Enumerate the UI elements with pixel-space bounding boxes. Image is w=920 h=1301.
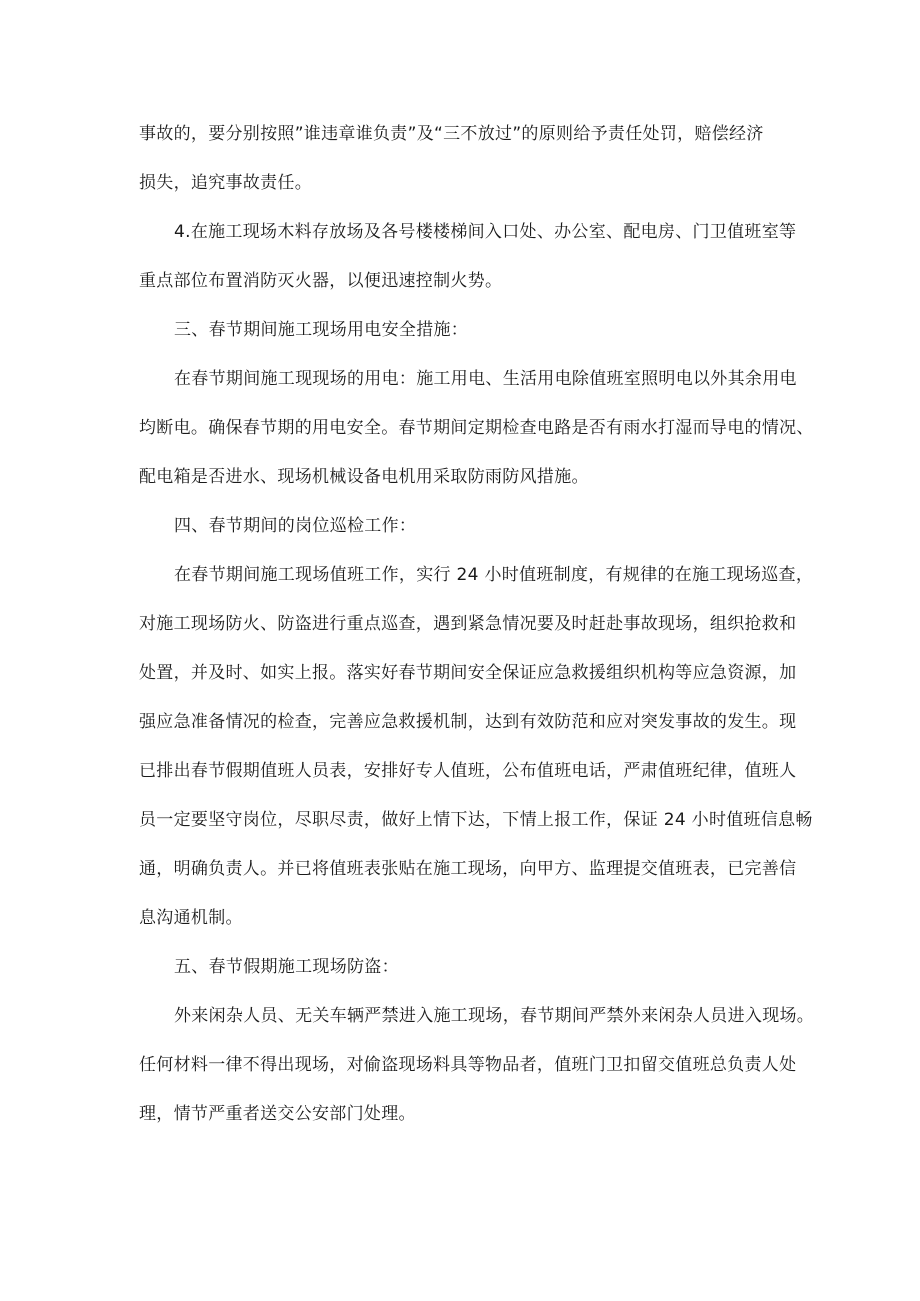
paragraph-line: 已排出春节假期值班人员表，安排好专人值班，公布值班电话，严肃值班纪律，值班人 bbox=[139, 761, 797, 781]
paragraph-line: 通，明确负责人。并已将值班表张贴在施工现场，向甲方、监理提交值班表，已完善信 bbox=[139, 859, 797, 879]
section-heading: 三、春节期间施工现场用电安全措施： bbox=[174, 320, 469, 340]
paragraph-line: 4.在施工现场木料存放场及各号楼楼梯间入口处、办公室、配电房、门卫值班室等 bbox=[174, 222, 797, 242]
paragraph-line: 理，情节严重者送交公安部门处理。 bbox=[139, 1104, 416, 1124]
paragraph-line: 重点部位布置消防灭火器，以便迅速控制火势。 bbox=[139, 271, 503, 291]
paragraph-line: 损失，追究事故责任。 bbox=[139, 173, 312, 193]
paragraph-line: 对施工现场防火、防盗进行重点巡查，遇到紧急情况要及时赶赴事故现场，组织抢救和 bbox=[139, 614, 797, 634]
paragraph-line: 强应急准备情况的检查，完善应急救援机制，达到有效防范和应对突发事故的发生。现 bbox=[139, 712, 797, 732]
paragraph-line: 处置，并及时、如实上报。落实好春节期间安全保证应急救援组织机构等应急资源，加 bbox=[139, 663, 797, 683]
paragraph-line: 配电箱是否进水、现场机械设备电机用采取防雨防风措施。 bbox=[139, 467, 589, 487]
paragraph-line: 在春节期间施工现场值班工作，实行 24 小时值班制度，有规律的在施工现场巡查， bbox=[174, 565, 814, 585]
paragraph-line: 均断电。确保春节期的用电安全。春节期间定期检查电路是否有雨水打湿而导电的情况、 bbox=[139, 418, 814, 438]
paragraph-line: 息沟通机制。 bbox=[139, 908, 243, 928]
paragraph-line: 员一定要坚守岗位，尽职尽责，做好上情下达，下情上报工作，保证 24 小时值班信息畅 bbox=[139, 810, 813, 830]
section-heading: 五、春节假期施工现场防盗： bbox=[174, 957, 399, 977]
paragraph-line: 任何材料一律不得出现场，对偷盗现场料具等物品者，值班门卫扣留交值班总负责人处 bbox=[139, 1055, 797, 1075]
paragraph-line: 外来闲杂人员、无关车辆严禁进入施工现场，春节期间严禁外来闲杂人员进入现场。 bbox=[174, 1006, 815, 1026]
paragraph-line: 在春节期间施工现现场的用电：施工用电、生活用电除值班室照明电以外其余用电 bbox=[174, 369, 797, 389]
section-heading: 四、春节期间的岗位巡检工作： bbox=[174, 516, 417, 536]
paragraph-line: 事故的，要分别按照”谁违章谁负责”及“三不放过”的原则给予责任处罚，赔偿经济 bbox=[139, 124, 764, 144]
